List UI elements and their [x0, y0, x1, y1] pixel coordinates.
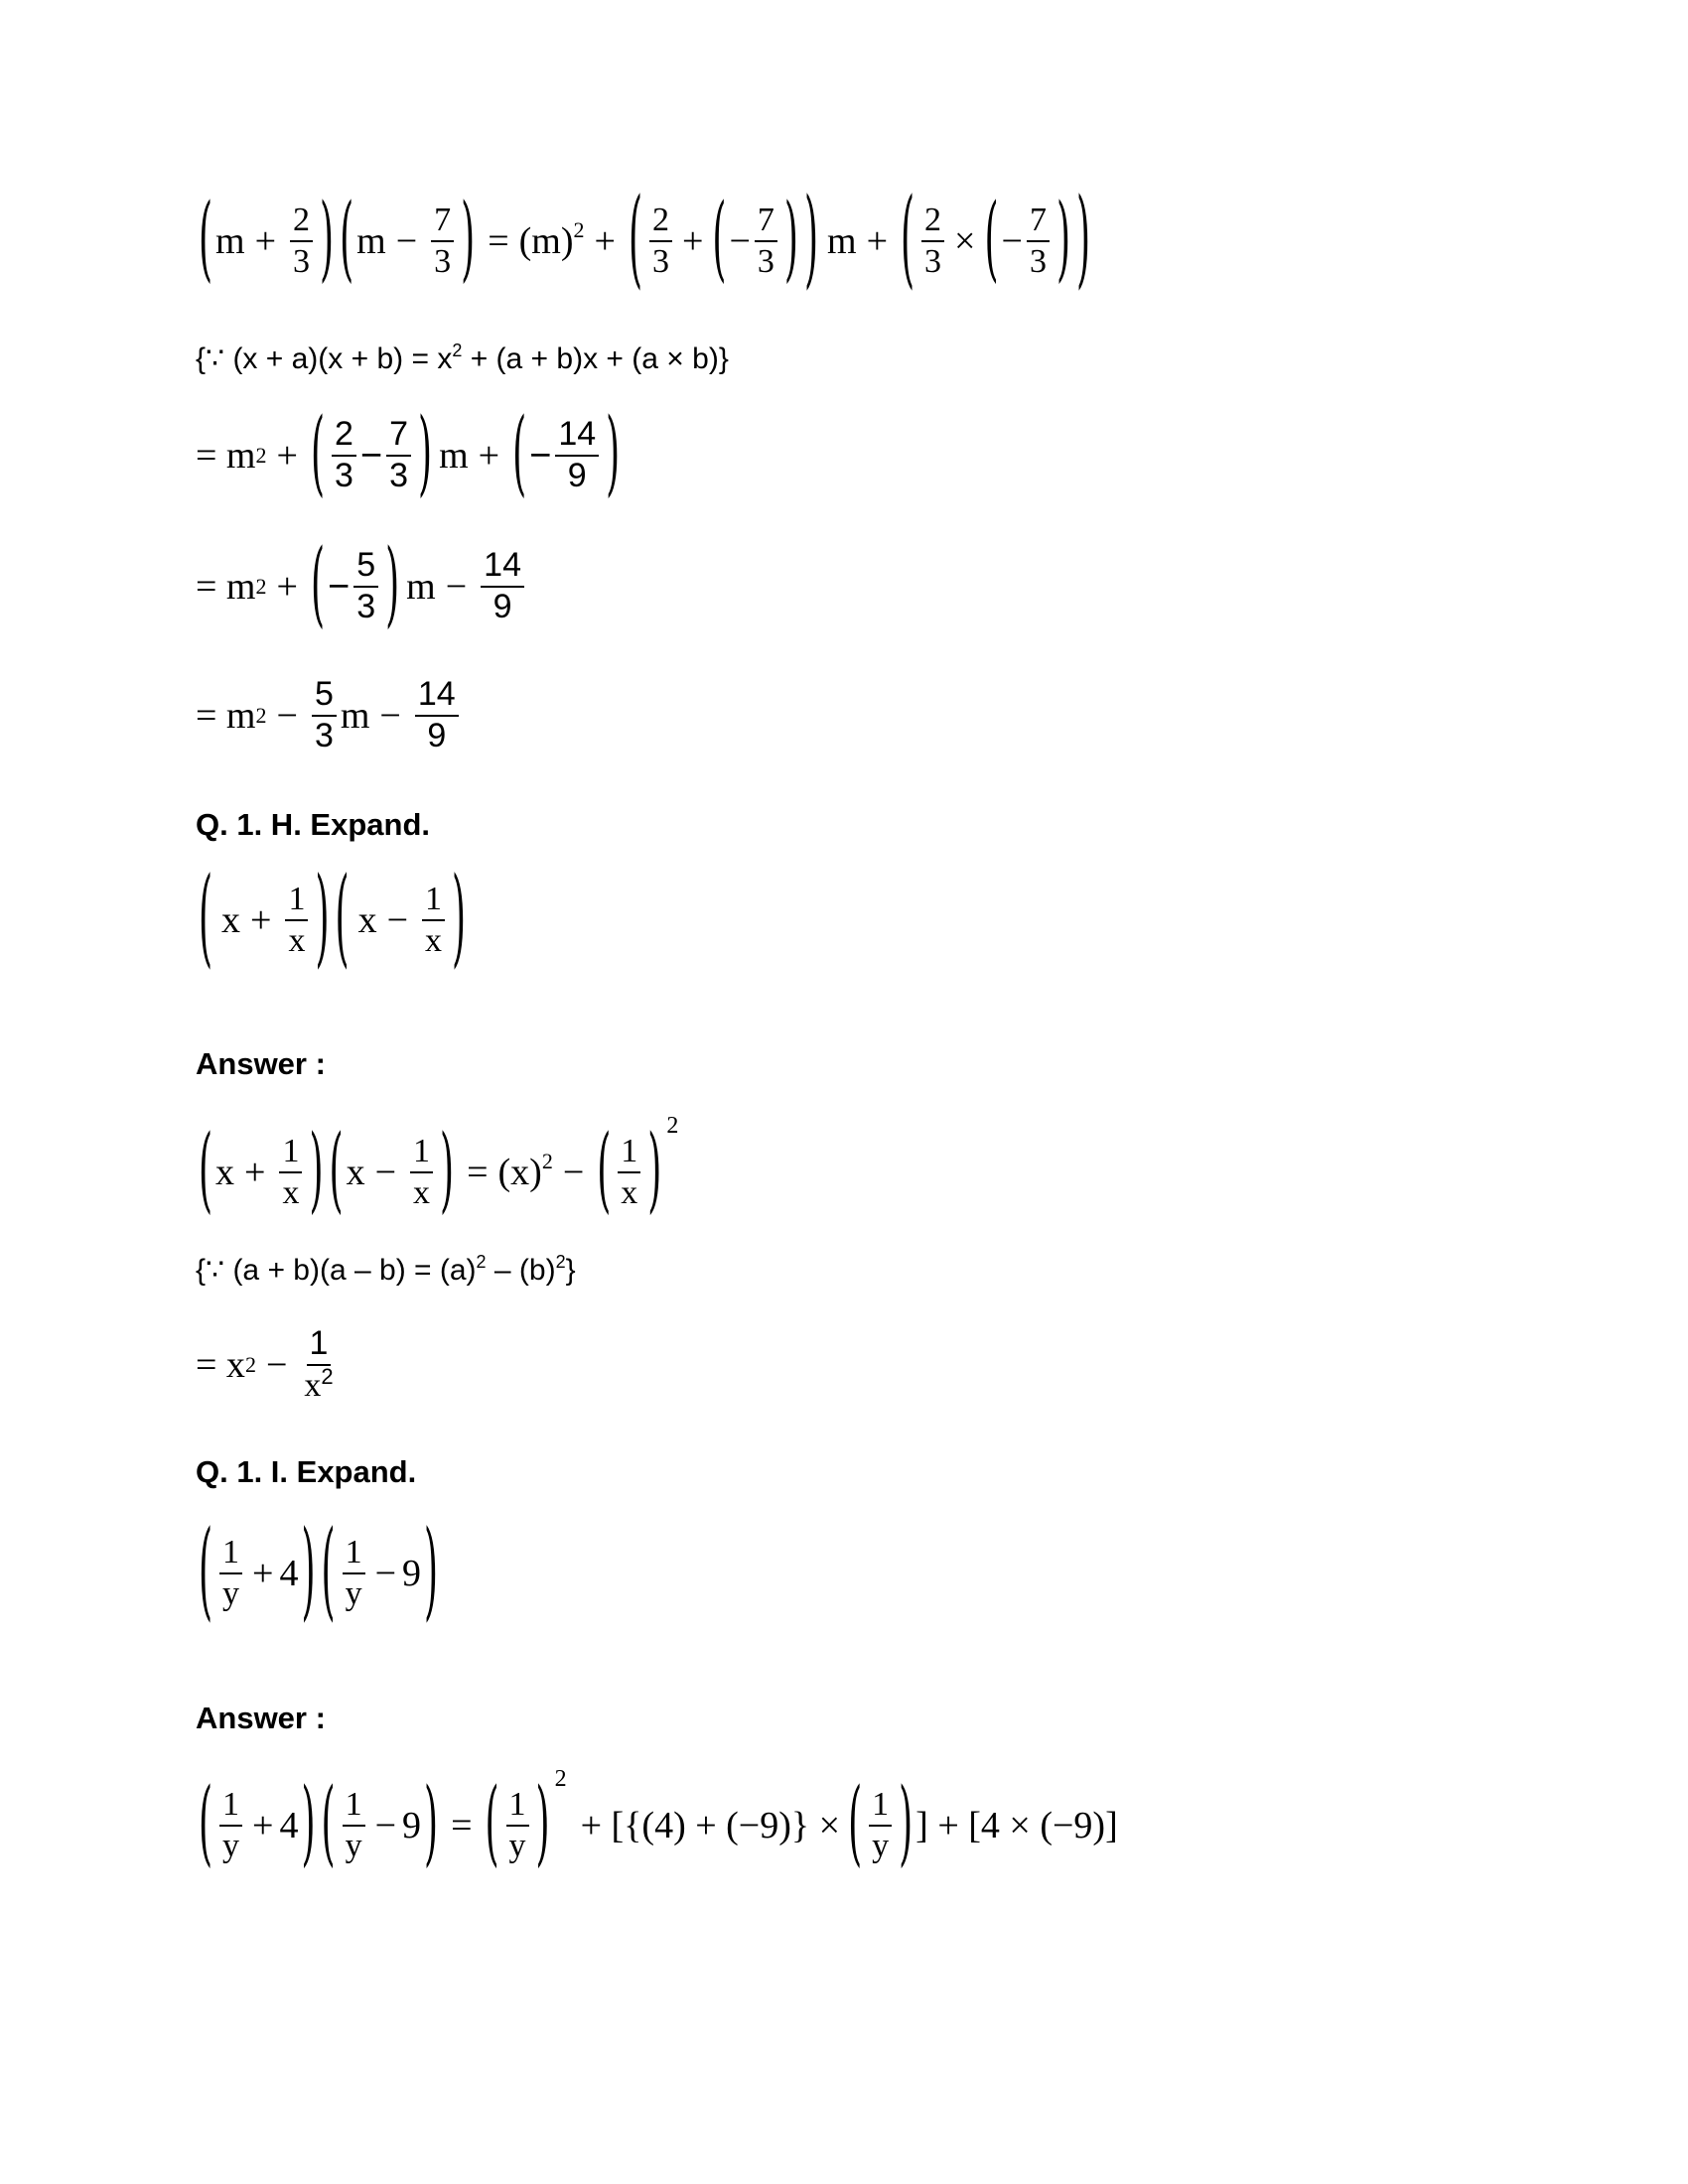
paren: ) — [899, 1771, 914, 1877]
fraction-14-9: $\frac{14}{9}$ — [555, 417, 599, 493]
paren: ( — [199, 1510, 213, 1633]
equation-line-1 — [196, 178, 1093, 301]
equals-sign: = — [488, 219, 509, 262]
number-9: 9 — [402, 1804, 422, 1846]
fraction-7-3: $\frac{7}{3}$ — [755, 203, 777, 279]
var-x: x — [357, 898, 377, 941]
fraction-2-3: $\frac{2}{3}$ — [332, 417, 356, 493]
plus-sign: + — [276, 565, 298, 608]
var-m: m — [827, 219, 857, 262]
fraction-2-3: $\frac{2}{3}$ — [921, 203, 944, 279]
paren: ) — [1055, 187, 1071, 293]
answer-tail-2: ] + [4 × (−9)] — [915, 1804, 1118, 1846]
answer-label-1i: Answer : — [196, 1701, 326, 1735]
var-x: x — [215, 1151, 235, 1193]
equals-x: = x — [196, 1343, 245, 1386]
paren: ( — [321, 1510, 336, 1633]
paren: ( — [512, 401, 527, 507]
minus-sign: − — [265, 1343, 288, 1386]
exponent: 2 — [554, 1766, 567, 1792]
equation-line-3: = m 2 + ( $\frac{2}{3}$ − $\frac{7}{3}$ ) m + ( − $\frac{14}{9}$ ) — [196, 401, 621, 507]
paren: ( — [485, 1771, 499, 1877]
paren: ) — [320, 187, 335, 293]
fraction-1-y: $\frac{1}{y}$ — [343, 1535, 365, 1611]
minus-sign: − — [276, 694, 298, 737]
answer-1h-result: = x 2 − $\frac{1}{x^2}$ — [196, 1326, 341, 1403]
plus-sign: + — [594, 219, 616, 262]
fraction-1-y: $\frac{1}{y}$ — [869, 1787, 892, 1863]
answer-tail-1: + [{(4) + (−9)} × — [580, 1804, 841, 1846]
fraction-7-3: $\frac{7}{3}$ — [1027, 203, 1050, 279]
equals-sign: = — [467, 1151, 489, 1193]
fraction-1-y: $\frac{1}{y}$ — [343, 1787, 365, 1863]
paren: ) — [424, 1510, 439, 1633]
paren: ( — [329, 1118, 344, 1224]
paren: ) — [301, 1771, 316, 1877]
minus-sign: − — [327, 565, 351, 608]
fraction-2-3: $\frac{2}{3}$ — [649, 203, 672, 279]
paren: ) — [606, 401, 621, 507]
plus-sign: + — [866, 219, 888, 262]
var-x: x — [221, 898, 241, 941]
times-sign: × — [954, 219, 976, 262]
paren: ( — [984, 187, 999, 293]
question-heading-1h: Q. 1. H. Expand. — [196, 807, 430, 842]
question-1h-expression — [196, 857, 469, 980]
paren: ( — [597, 1118, 612, 1224]
paren: ) — [803, 178, 818, 301]
fraction-1-y: $\frac{1}{y}$ — [506, 1787, 529, 1863]
fraction-1-y: $\frac{1}{y}$ — [219, 1787, 242, 1863]
paren: ( — [848, 1771, 863, 1877]
fraction-2-3: $\frac{2}{3}$ — [290, 203, 313, 279]
paren: ) — [309, 1118, 324, 1224]
fraction-1-x: $\frac{1}{x}$ — [279, 1134, 302, 1210]
fraction-1-x: $\frac{1}{x}$ — [410, 1134, 433, 1210]
paren: ( — [321, 1771, 336, 1877]
paren: ) — [461, 187, 476, 293]
answer-1i-line-1 — [196, 1766, 1118, 1877]
equals-sign: = — [451, 1804, 473, 1846]
equals-m: = m — [196, 694, 256, 737]
fraction-1-x: $\frac{1}{x}$ — [285, 882, 308, 958]
question-heading-1i: Q. 1. I. Expand. — [196, 1454, 417, 1489]
plus-sign: + — [252, 1804, 274, 1846]
equals-m: = m — [196, 565, 256, 608]
paren: ( — [199, 187, 213, 293]
fraction-5-3: $\frac{5}{3}$ — [312, 677, 337, 753]
identity-note-2: {∵ $(a + b)(a - b) = (a)^2 - (b)^2$} — [196, 1252, 576, 1287]
paren: ) — [385, 532, 400, 638]
plus-sign: + — [276, 434, 298, 477]
fraction-1-x-squared: $\frac{1}{x^2}$ — [304, 1324, 334, 1404]
plus-sign: + — [478, 434, 500, 477]
paren: ) — [440, 1118, 455, 1224]
paren: ( — [199, 1771, 213, 1877]
paren: ) — [535, 1771, 550, 1877]
minus-sign: − — [386, 898, 409, 941]
fraction-7-3: $\frac{7}{3}$ — [386, 417, 411, 493]
paren: ) — [1076, 178, 1091, 301]
minus-sign: − — [729, 219, 751, 262]
minus-sign: − — [374, 1804, 397, 1846]
plus-sign: + — [254, 219, 277, 262]
minus-sign: − — [1001, 219, 1023, 262]
minus-sign: − — [529, 434, 552, 477]
number-9: 9 — [402, 1552, 422, 1594]
exponent: 2 — [666, 1113, 679, 1139]
var-m: m — [439, 434, 469, 477]
minus-sign: − — [359, 434, 383, 477]
paren: ( — [340, 187, 354, 293]
paren: ) — [315, 857, 330, 980]
var-m: m — [215, 219, 245, 262]
var-m: m — [406, 565, 436, 608]
plus-sign: + — [244, 1151, 266, 1193]
paren: ( — [335, 857, 350, 980]
minus-sign: − — [374, 1552, 397, 1594]
paren: ( — [712, 187, 727, 293]
number-4: 4 — [279, 1552, 299, 1594]
fraction-14-9: $\frac{14}{9}$ — [415, 677, 459, 753]
paren: ) — [418, 401, 433, 507]
answer-label-1h: Answer : — [196, 1046, 326, 1081]
answer-1h-line-1 — [196, 1113, 679, 1224]
fraction-7-3: $\frac{7}{3}$ — [431, 203, 454, 279]
paren: ) — [783, 187, 798, 293]
minus-sign: − — [445, 565, 468, 608]
equation-line-4: = m 2 + ( − $\frac{5}{3}$ ) m − $\frac{14}{9}$ — [196, 548, 528, 624]
plus-sign: + — [252, 1552, 274, 1594]
paren: ) — [301, 1510, 316, 1633]
minus-sign: − — [395, 219, 418, 262]
m-squared-term: $(m)^2$ — [518, 216, 585, 262]
plus-sign: + — [681, 219, 704, 262]
minus-sign: − — [562, 1151, 585, 1193]
fraction-5-3: $\frac{5}{3}$ — [353, 548, 378, 624]
paren: ( — [199, 857, 213, 980]
equation-line-5: = m 2 − $\frac{5}{3}$ m − $\frac{14}{9}$ — [196, 677, 463, 753]
paren: ) — [452, 857, 467, 980]
identity-note-1: {∵ $(x + a)(x + b) = x^2 + (a + b)x + (a \times b)$} — [196, 341, 729, 375]
x-squared-term: $(x)^2$ — [497, 1148, 553, 1193]
fraction-1-x: $\frac{1}{x}$ — [422, 882, 445, 958]
question-1i-expression — [196, 1510, 441, 1633]
equals-m: = m — [196, 434, 256, 477]
paren: ( — [901, 178, 915, 301]
fraction-14-9: $\frac{14}{9}$ — [481, 548, 524, 624]
var-x: x — [346, 1151, 365, 1193]
minus-sign: − — [374, 1151, 397, 1193]
var-m: m — [356, 219, 386, 262]
paren: ( — [628, 178, 642, 301]
paren: ( — [310, 532, 325, 638]
number-4: 4 — [279, 1804, 299, 1846]
fraction-1-x: $\frac{1}{x}$ — [618, 1134, 640, 1210]
fraction-1-y: $\frac{1}{y}$ — [219, 1535, 242, 1611]
minus-sign: − — [379, 694, 401, 737]
paren: ) — [424, 1771, 439, 1877]
paren: ( — [199, 1118, 213, 1224]
var-m: m — [340, 694, 370, 737]
paren: ) — [647, 1118, 662, 1224]
plus-sign: + — [250, 898, 272, 941]
paren: ( — [310, 401, 325, 507]
